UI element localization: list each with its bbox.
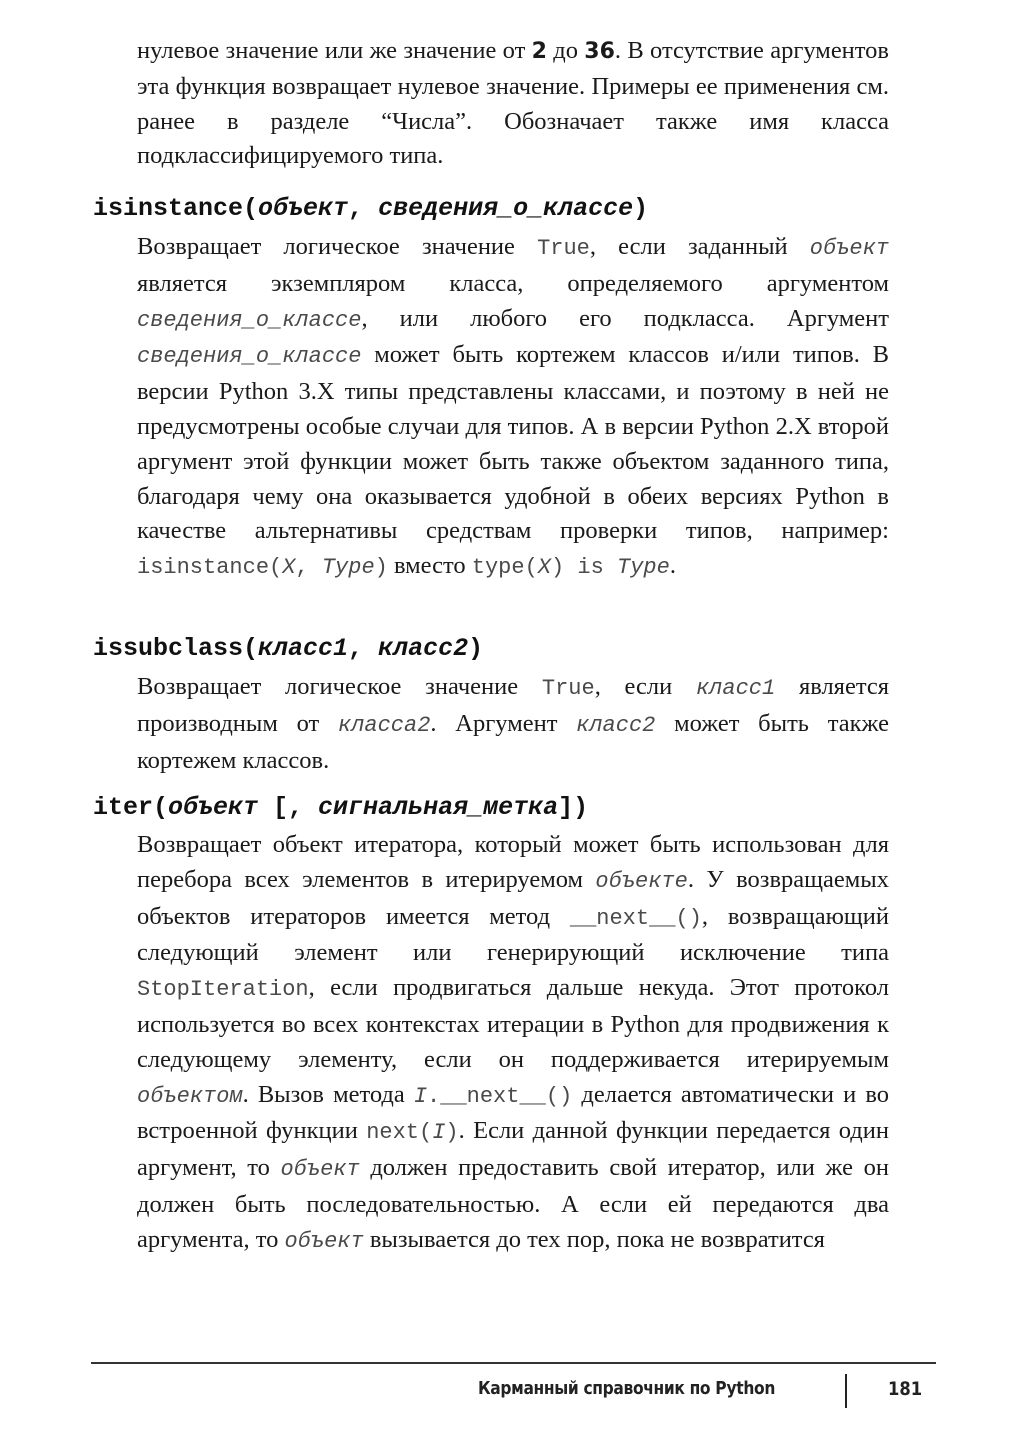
text: может быть кортежем классов и/или типов. В версии Python 3.X типы представлены классами, и поэтому в ней не предусмотрены особые случаи для типов. А в версии Python 2.X второй аргумент этой функции может быть также объектом заданного типа, благодаря чему она оказывается удобной в обеих версиях Python в качестве альтернативы средствам проверки типов, например: bbox=[137, 341, 889, 545]
term: сведения_о_классе bbox=[137, 344, 362, 370]
number: 2 bbox=[531, 39, 547, 64]
separator: , bbox=[348, 194, 379, 223]
text: Возвращает логическое значение bbox=[137, 233, 538, 260]
separator: [, bbox=[258, 793, 319, 822]
issubclass-signature bbox=[93, 634, 483, 664]
code-literal: ) bbox=[374, 555, 388, 581]
footer-separator bbox=[845, 1374, 847, 1408]
term: объекте bbox=[595, 868, 688, 894]
bracket: ]) bbox=[558, 793, 589, 822]
text: вызывается до тех пор, пока не возвратится bbox=[363, 1225, 825, 1253]
function-name: isinstance( bbox=[93, 194, 259, 223]
iter-signature bbox=[93, 793, 588, 823]
text: должен предоставить свой итератор, или же он должен быть последовательностью. А если ей передаются два аргумента, то bbox=[137, 1154, 889, 1253]
code-variable: X bbox=[282, 555, 296, 581]
number: 36 bbox=[584, 39, 615, 64]
isinstance-signature bbox=[93, 194, 648, 224]
text: является экземпляром класса, определяемого аргументом bbox=[137, 269, 889, 297]
bracket: ) bbox=[468, 634, 484, 663]
text: , если продвигаться дальше некуда. Этот протокол используется во всех контекстах итерации в Python для продвижения к следующему элементу, если он поддерживается итерируемым bbox=[137, 974, 889, 1073]
code-literal: isinstance( bbox=[137, 555, 283, 581]
code-variable: I bbox=[432, 1120, 446, 1146]
term: класса2 bbox=[338, 712, 431, 738]
footer-book-title: Карманный справочник по Python bbox=[478, 1378, 776, 1399]
text: нулевое значение или же значение от bbox=[137, 37, 532, 64]
text: является производным от bbox=[137, 673, 889, 737]
text: . Вызов метода bbox=[242, 1080, 414, 1108]
code-variable: Type bbox=[321, 555, 375, 581]
code-literal: .__next__() bbox=[427, 1083, 573, 1109]
code-literal: __next__() bbox=[569, 905, 702, 931]
argument: объект bbox=[168, 793, 259, 822]
text: Возвращает логическое значение bbox=[137, 673, 542, 700]
text: . Если данной функции передается один аргумент, то bbox=[137, 1117, 889, 1182]
term: класс2 bbox=[576, 712, 656, 738]
argument: объект bbox=[258, 194, 349, 223]
code-literal: True bbox=[537, 236, 590, 261]
isinstance-description bbox=[137, 230, 889, 586]
text: . bbox=[669, 552, 676, 580]
separator: , bbox=[348, 634, 379, 663]
text: , возвращающий следующий элемент или генерирующий исключение типа bbox=[137, 902, 889, 967]
text: вместо bbox=[387, 552, 472, 580]
code-literal: next( bbox=[366, 1120, 433, 1146]
function-name: issubclass( bbox=[93, 634, 259, 663]
code-literal: True bbox=[541, 676, 595, 701]
text: . В отсутствие аргументов эта функция возвращает нулевое значение. Примеры ее применения см. ранее в разделе “Числа”. Обозначает также имя класса подклассифицируемого типа. bbox=[137, 37, 890, 170]
issubclass-description bbox=[137, 670, 889, 778]
iter-description bbox=[137, 828, 889, 1260]
code-variable: Type bbox=[617, 555, 670, 581]
bracket: ) bbox=[633, 194, 649, 223]
text: может быть также кортежем классов. bbox=[137, 709, 889, 774]
text: , если bbox=[594, 673, 696, 700]
code-literal: ) bbox=[445, 1120, 459, 1146]
code-variable: X bbox=[537, 555, 551, 581]
text: Возвращает объект итератора, который может быть использован для перебора всех элементов в итерируемом bbox=[137, 831, 889, 893]
term: объект bbox=[809, 236, 889, 261]
intro-paragraph bbox=[137, 34, 889, 174]
footer-rule bbox=[91, 1362, 936, 1364]
text: . Аргумент bbox=[430, 709, 577, 737]
text: делается автоматически и во встроенной функции bbox=[137, 1080, 889, 1145]
term: объект bbox=[280, 1157, 360, 1183]
argument: класс2 bbox=[378, 634, 469, 663]
term: объект bbox=[284, 1228, 364, 1254]
code-literal: StopIteration bbox=[137, 977, 309, 1003]
text: до bbox=[546, 37, 585, 64]
text: . У возвращаемых объектов итераторов имеется метод bbox=[137, 865, 889, 930]
term: объектом bbox=[137, 1083, 243, 1109]
code-literal: ) is bbox=[550, 555, 617, 581]
page-number: 181 bbox=[888, 1378, 923, 1400]
text: , или любого его подкласса. Аргумент bbox=[361, 304, 889, 332]
code-literal: , bbox=[295, 555, 322, 581]
code-literal: type( bbox=[471, 555, 538, 581]
argument: сигнальная_метка bbox=[318, 793, 559, 822]
argument: сведения_о_классе bbox=[378, 194, 634, 223]
code-variable: I bbox=[413, 1083, 428, 1109]
term: сведения_о_классе bbox=[137, 307, 362, 333]
function-name: iter( bbox=[93, 793, 169, 822]
term: класс1 bbox=[695, 676, 776, 701]
argument: класс1 bbox=[258, 634, 349, 663]
text: , если заданный bbox=[589, 233, 810, 260]
